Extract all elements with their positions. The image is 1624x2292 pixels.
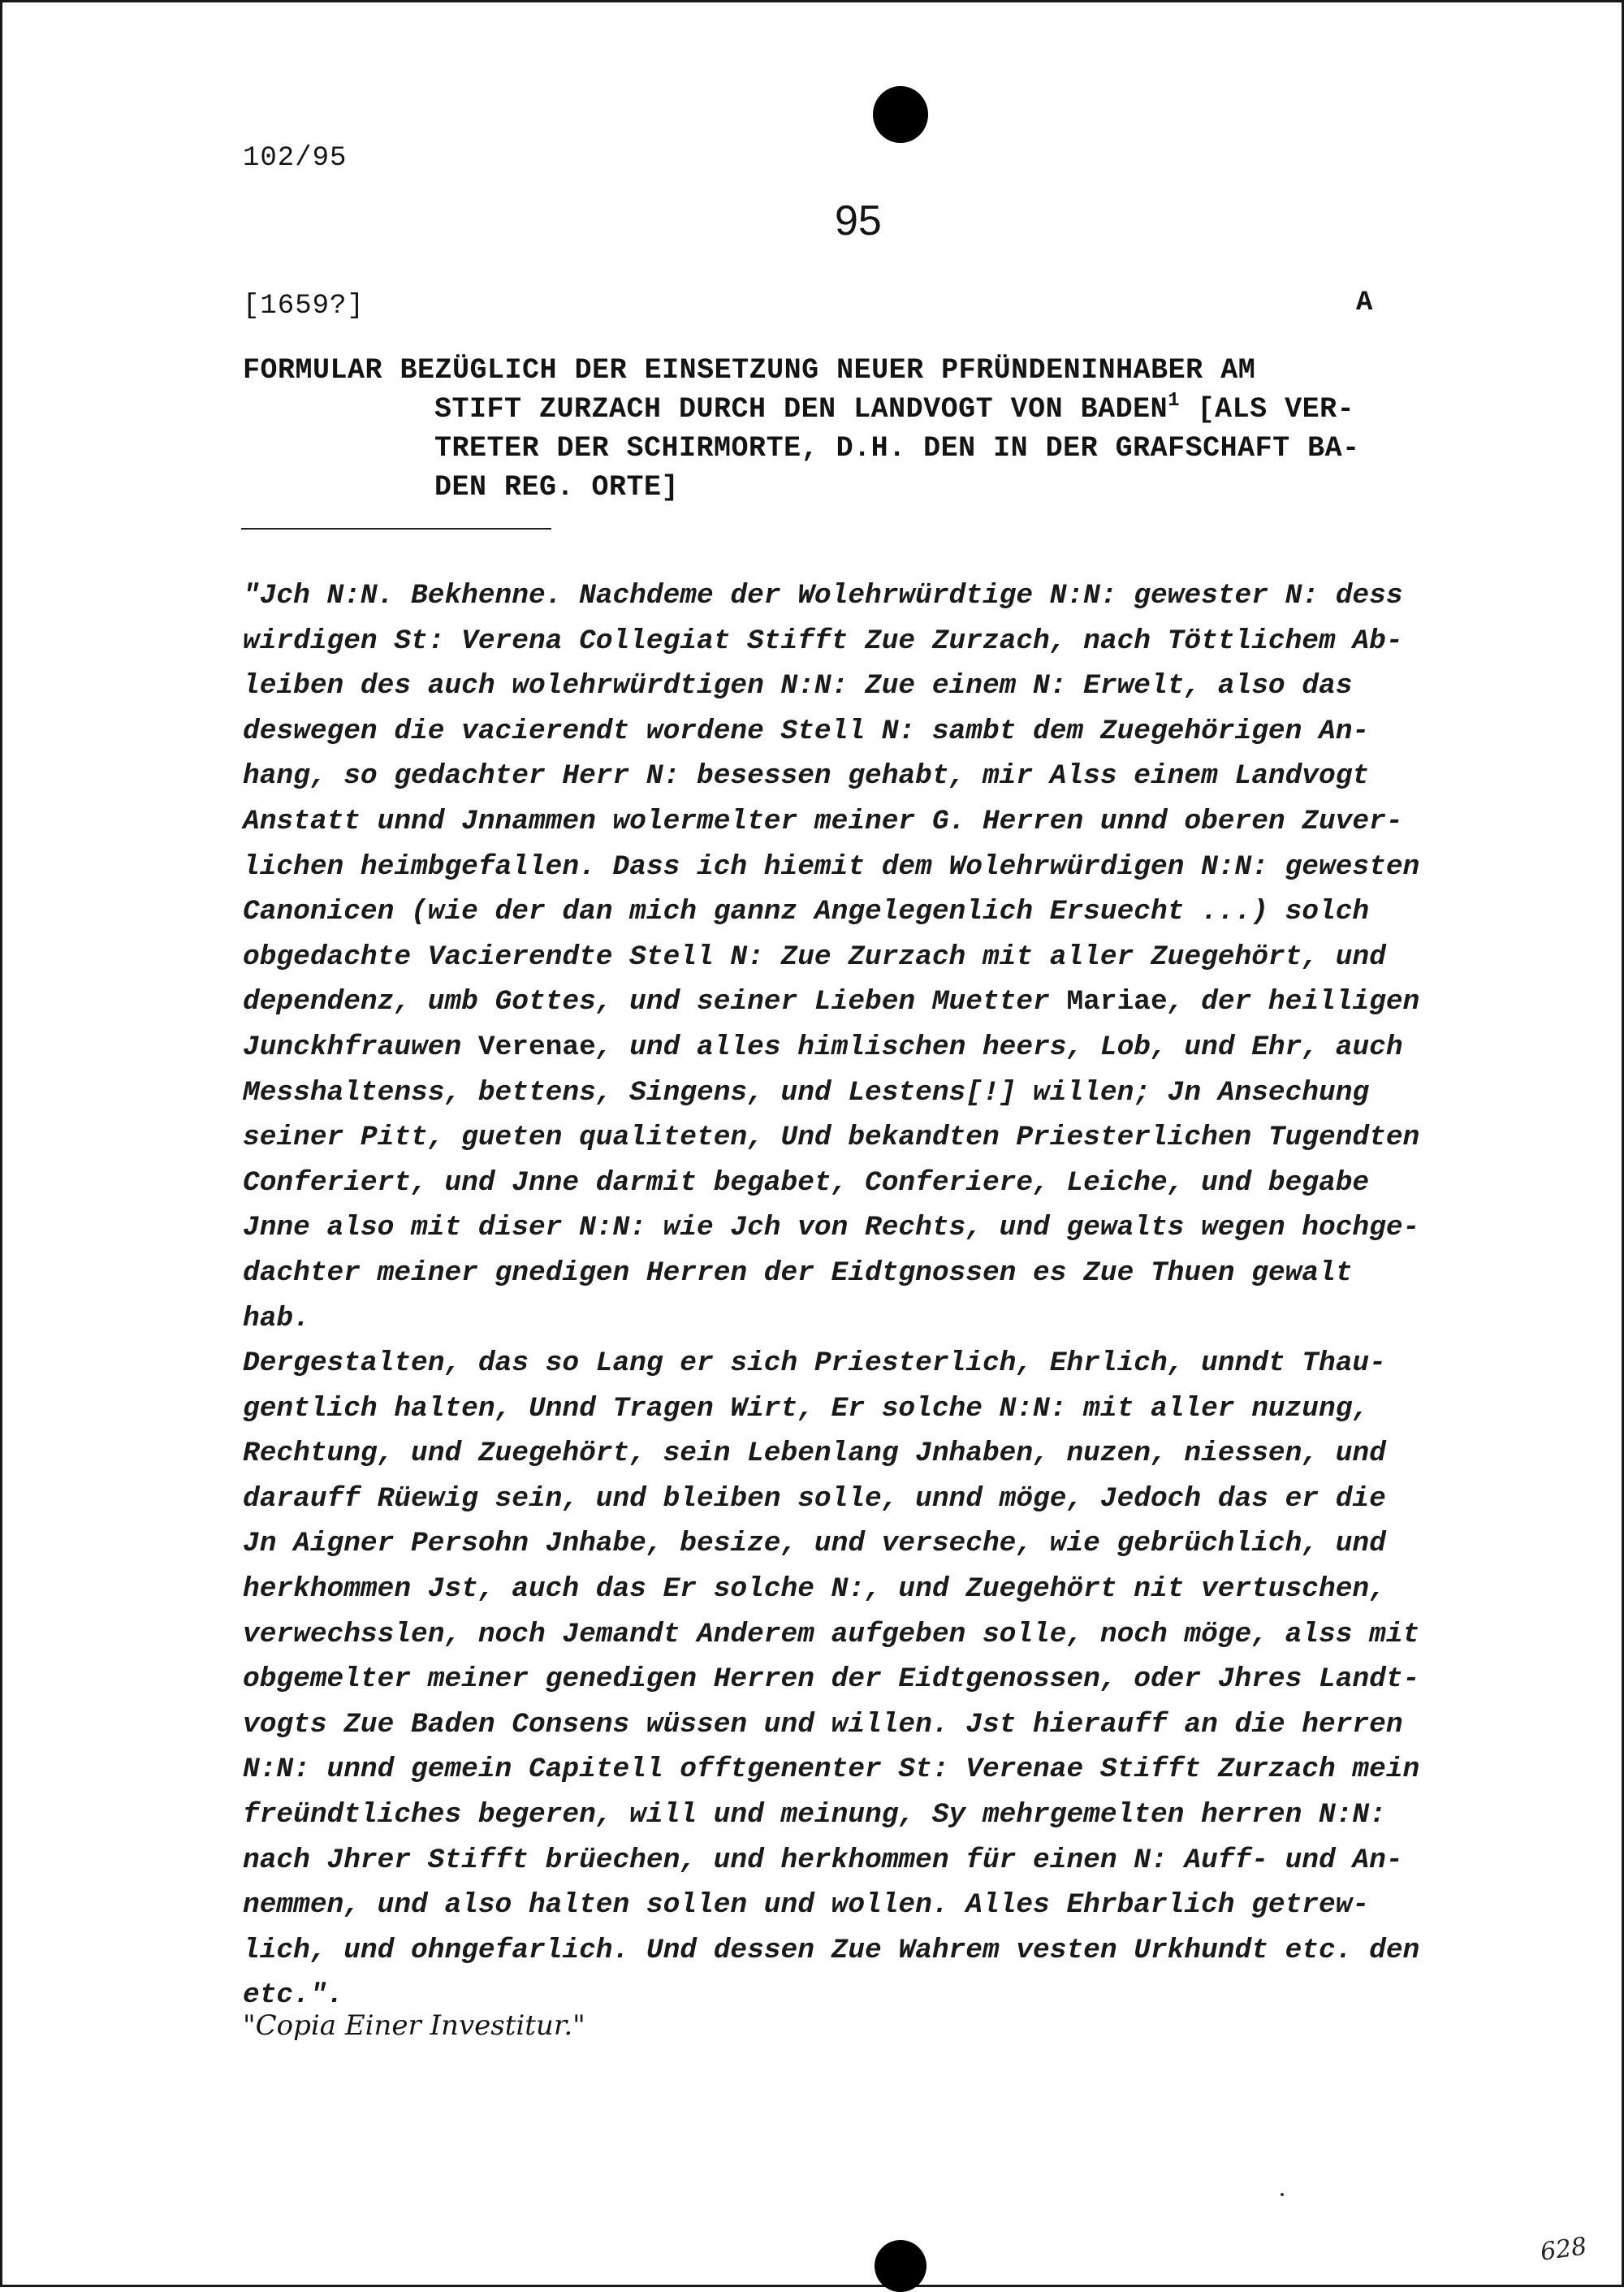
body-line: Canonicen (wie der dan mich gannz Angelegenlich Ersuecht ...) solch bbox=[243, 896, 1370, 928]
body-text: , der heilligen bbox=[1167, 986, 1420, 1018]
document-body bbox=[243, 573, 1493, 2018]
body-line: "Jch N:N. Bekhenne. Nachdeme der Wolehrwürdtige N:N: gewester N: dess bbox=[243, 580, 1403, 612]
reference-number: 102/95 bbox=[243, 143, 348, 174]
body-line: Dergestalten, das so Lang er sich Priesterlich, Ehrlich, unndt Thau- bbox=[243, 1347, 1386, 1380]
body-line: lich, und ohngefarlich. Und dessen Zue Wahrem vesten Urkhundt etc. den bbox=[243, 1934, 1420, 1966]
margin-annotation: 628 bbox=[1538, 2232, 1589, 2267]
body-line: obgedachte Vacierendte Stell N: Zue Zurzach mit aller Zuegehört, und bbox=[243, 941, 1386, 973]
title-line-1: FORMULAR BEZÜGLICH DER EINSETZUNG NEUER PFRÜNDENINHABER AM bbox=[243, 354, 1256, 387]
body-line: Anstatt unnd Jnnammen wolermelter meiner G. Herren unnd oberen Zuver- bbox=[243, 805, 1403, 837]
body-line: etc.". bbox=[243, 1979, 344, 2012]
body-line: Jn Aigner Persohn Jnhabe, besize, und verseche, wie gebrüchlich, und bbox=[243, 1528, 1386, 1560]
body-line: hang, so gedachter Herr N: besessen gehabt, mir Alss einem Landvogt bbox=[243, 760, 1370, 793]
emphasis-mariae: Mariae bbox=[1066, 986, 1168, 1018]
closing-note: "Copia Einer Investitur." bbox=[243, 2009, 585, 2042]
body-line: Jnne also mit diser N:N: wie Jch von Rechts, und gewalts wegen hochge- bbox=[243, 1212, 1420, 1244]
body-line: lichen heimbgefallen. Dass ich hiemit dem Wolehrwürdigen N:N: gewesten bbox=[243, 850, 1420, 883]
body-line: vogts Zue Baden Consens wüssen und willen. Jst hierauff an die herren bbox=[243, 1708, 1403, 1741]
page-number: 95 bbox=[835, 197, 882, 244]
body-line: freündtliches begeren, will und meinung, Sy mehrgemelten herren N:N: bbox=[243, 1799, 1386, 1831]
body-line bbox=[243, 1025, 1493, 1070]
body-line: leiben des auch wolehrwürdtigen N:N: Zue einem N: Erwelt, also das bbox=[243, 670, 1353, 703]
body-line: seiner Pitt, gueten qualiteten, Und bekandten Priesterlichen Tugendten bbox=[243, 1122, 1420, 1154]
body-line: verwechsslen, noch Jemandt Anderem aufgeben solle, noch möge, alss mit bbox=[243, 1618, 1420, 1650]
title-line-4: DEN REG. ORTE] bbox=[434, 471, 680, 504]
footnote-mark: 1 bbox=[1168, 390, 1181, 412]
title-divider bbox=[241, 528, 551, 530]
title-line-2-main: STIFT ZURZACH DURCH DEN LANDVOGT VON BADEN bbox=[434, 393, 1168, 426]
punch-hole-bottom bbox=[875, 2240, 926, 2292]
body-line: N:N: unnd gemein Capitell offtgenenter St: Verenae Stifft Zurzach mein bbox=[243, 1754, 1420, 1786]
body-line: gentlich halten, Unnd Tragen Wirt, Er solche N:N: mit aller nuzung, bbox=[243, 1392, 1370, 1425]
title-line-2-rest: [ALS VER- bbox=[1180, 393, 1355, 426]
body-line: nemmen, und also halten sollen und wollen. Alles Ehrbarlich getrew- bbox=[243, 1889, 1370, 1922]
emphasis-verenae: Verenae bbox=[477, 1031, 596, 1063]
title-line-2 bbox=[243, 390, 1477, 429]
body-line: darauff Rüewig sein, und bleiben solle, unnd möge, Jedoch das er die bbox=[243, 1482, 1386, 1515]
body-text: dependenz, umb Gottes, und seiner Lieben Muetter bbox=[243, 986, 1067, 1018]
body-line: herkhommen Jst, auch das Er solche N:, und Zuegehört nit vertuschen, bbox=[243, 1573, 1386, 1606]
document-date: [1659?] bbox=[243, 291, 365, 322]
body-text: , und alles himlischen heers, Lob, und Ehr, auch bbox=[595, 1031, 1403, 1063]
body-line: wirdigen St: Verena Collegiat Stifft Zue Zurzach, nach Töttlichem Ab- bbox=[243, 625, 1403, 657]
body-line: hab. bbox=[243, 1302, 310, 1334]
document-letter: A bbox=[1356, 288, 1373, 318]
body-line: Conferiert, und Jnne darmit begabet, Conferiere, Leiche, und begabe bbox=[243, 1166, 1370, 1199]
body-line: Messhaltenss, bettens, Singens, und Lestens[!] willen; Jn Ansechung bbox=[243, 1076, 1370, 1109]
ink-speck bbox=[1281, 2193, 1284, 2196]
body-line bbox=[243, 980, 1493, 1025]
body-line: obgemelter meiner genedigen Herren der Eidtgenossen, oder Jhres Landt- bbox=[243, 1663, 1420, 1696]
title-line-3: TRETER DER SCHIRMORTE, D.H. DEN IN DER GRAFSCHAFT BA- bbox=[434, 432, 1360, 465]
body-line: nach Jhrer Stifft brüechen, und herkhommen für einen N: Auff- und An- bbox=[243, 1844, 1403, 1876]
body-text: Junckhfrauwen bbox=[243, 1031, 478, 1063]
punch-hole-top bbox=[873, 86, 928, 143]
document-title bbox=[243, 351, 1477, 507]
body-line: deswegen die vacierendt wordene Stell N: sambt dem Zuegehörigen An- bbox=[243, 715, 1370, 747]
body-line: Rechtung, und Zuegehört, sein Lebenlang Jnhaben, nuzen, niessen, und bbox=[243, 1438, 1386, 1470]
body-line: dachter meiner gnedigen Herren der Eidtgnossen es Zue Thuen gewalt bbox=[243, 1256, 1353, 1289]
